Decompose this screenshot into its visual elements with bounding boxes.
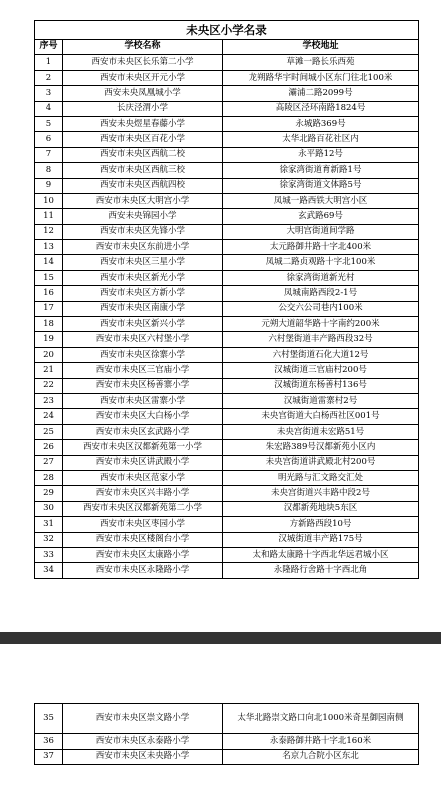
table-row: [35, 547, 419, 562]
school-table: [34, 20, 419, 579]
table-row: [35, 224, 419, 239]
cell-no: 17: [35, 301, 63, 316]
table-row: [35, 470, 419, 485]
table-row: [35, 517, 419, 532]
cell-no: 1: [35, 55, 63, 70]
cell-no: 4: [35, 101, 63, 116]
table-row: [35, 116, 419, 131]
cell-no: 36: [35, 734, 63, 750]
cell-name: 西安市未央区范家小学: [63, 470, 223, 485]
cell-name: 西安市未央区西航三校: [63, 163, 223, 178]
cell-no: 37: [35, 749, 63, 765]
cell-address: 六村堡街道石化大道12号: [223, 347, 419, 362]
table-row: [35, 749, 419, 765]
header-no: 序号: [35, 40, 63, 55]
cell-address: 徐家湾街道育新路1号: [223, 163, 419, 178]
cell-address: 明光路与汇文路交汇处: [223, 470, 419, 485]
table-row: [35, 317, 419, 332]
table-row: [35, 55, 419, 70]
cell-name: 西安市未央区南康小学: [63, 301, 223, 316]
cell-address: 汉城街道丰产路175号: [223, 532, 419, 547]
document-page-2: [0, 644, 441, 807]
cell-name: 西安市未央区讲武殿小学: [63, 455, 223, 470]
cell-name: 西安市未央区汉都新苑第一小学: [63, 440, 223, 455]
cell-address: 徐家湾街道文体路5号: [223, 178, 419, 193]
cell-no: 13: [35, 240, 63, 255]
table-row: [35, 270, 419, 285]
cell-address: 凤城一路西铁大明宫小区: [223, 193, 419, 208]
cell-no: 34: [35, 563, 63, 578]
cell-address: 六村堡街道丰产路西段32号: [223, 332, 419, 347]
cell-name: 西安市未央区三星小学: [63, 255, 223, 270]
table-row: [35, 455, 419, 470]
cell-address: 名京九合院小区东北: [223, 749, 419, 765]
cell-no: 23: [35, 393, 63, 408]
cell-address: 公交六公司巷内100米: [223, 301, 419, 316]
cell-name: 西安市未央区百花小学: [63, 132, 223, 147]
cell-name: 长庆泾渭小学: [63, 101, 223, 116]
cell-name: 西安市未央区大白杨小学: [63, 409, 223, 424]
table-row: [35, 70, 419, 85]
cell-no: 7: [35, 147, 63, 162]
table-row: [35, 301, 419, 316]
cell-no: 10: [35, 193, 63, 208]
cell-address: 玄武路69号: [223, 209, 419, 224]
cell-no: 2: [35, 70, 63, 85]
table-row: [35, 178, 419, 193]
table-row: [35, 286, 419, 301]
cell-name: 西安市未央区楼阁台小学: [63, 532, 223, 547]
cell-name: 西安市未央区六村堡小学: [63, 332, 223, 347]
cell-address: 太和路太康路十字西北华远君城小区: [223, 547, 419, 562]
cell-address: 凤城南路西段2-1号: [223, 286, 419, 301]
cell-address: 未央宫街道兴丰路中段2号: [223, 486, 419, 501]
cell-name: 西安市未央区方新小学: [63, 286, 223, 301]
cell-name: 西安市未央区长乐第二小学: [63, 55, 223, 70]
cell-name: 西安市未央区太康路小学: [63, 547, 223, 562]
cell-address: 大明宫街道间学路: [223, 224, 419, 239]
cell-name: 西安市未央区西航四校: [63, 178, 223, 193]
cell-name: 西安市未央区汉都新苑第二小学: [63, 501, 223, 516]
cell-no: 15: [35, 270, 63, 285]
cell-name: 西安市未央区杨善寨小学: [63, 378, 223, 393]
cell-no: 16: [35, 286, 63, 301]
table-row: [35, 409, 419, 424]
cell-address: 太元路御井路十字北400米: [223, 240, 419, 255]
cell-no: 24: [35, 409, 63, 424]
header-address: 学校地址: [223, 40, 419, 55]
table-row: [35, 132, 419, 147]
table-row: [35, 734, 419, 750]
table-row: [35, 378, 419, 393]
cell-no: 33: [35, 547, 63, 562]
cell-no: 12: [35, 224, 63, 239]
cell-no: 29: [35, 486, 63, 501]
cell-no: 32: [35, 532, 63, 547]
table-row: [35, 147, 419, 162]
cell-address: 方新路西段10号: [223, 517, 419, 532]
cell-name: 西安未央煜星春藤小学: [63, 116, 223, 131]
cell-address: 徐家湾街道新光村: [223, 270, 419, 285]
cell-address: 高陵区泾环南路1824号: [223, 101, 419, 116]
cell-name: 西安市未央区崇文路小学: [63, 704, 223, 734]
cell-address: 未央宫街道大白杨西社区001号: [223, 409, 419, 424]
cell-address: 太华北路崇文路口向北1000米奇星御园南侧: [223, 704, 419, 734]
table-row: [35, 240, 419, 255]
cell-name: 西安市未央区新光小学: [63, 270, 223, 285]
cell-address: 汉城街道东杨善村136号: [223, 378, 419, 393]
table-row: [35, 424, 419, 439]
cell-address: 永隆路行舍路十字西北角: [223, 563, 419, 578]
title-row: [35, 21, 419, 40]
school-table-continued: [34, 703, 419, 765]
table-row: [35, 209, 419, 224]
page-separator: [0, 632, 441, 644]
table-row: [35, 86, 419, 101]
cell-address: 永平路12号: [223, 147, 419, 162]
cell-no: 22: [35, 378, 63, 393]
cell-no: 25: [35, 424, 63, 439]
cell-address: 灞浦二路2099号: [223, 86, 419, 101]
table-row: [35, 347, 419, 362]
cell-name: 西安市未央区兴丰路小学: [63, 486, 223, 501]
table-row: [35, 193, 419, 208]
cell-name: 西安市未央区新兴小学: [63, 317, 223, 332]
table-row: [35, 501, 419, 516]
table-row: [35, 163, 419, 178]
cell-name: 西安市未央区三官庙小学: [63, 363, 223, 378]
cell-address: 未央宫街道讲武殿北村200号: [223, 455, 419, 470]
cell-no: 8: [35, 163, 63, 178]
cell-no: 3: [35, 86, 63, 101]
cell-no: 11: [35, 209, 63, 224]
cell-address: 永城路369号: [223, 116, 419, 131]
cell-name: 西安市未央区西航二校: [63, 147, 223, 162]
table-row: [35, 101, 419, 116]
cell-no: 19: [35, 332, 63, 347]
table-row: [35, 393, 419, 408]
cell-address: 未央宫街道未宏路51号: [223, 424, 419, 439]
cell-address: 元朔大道韶华路十字南约200米: [223, 317, 419, 332]
table-title: 未央区小学名录: [35, 21, 419, 40]
cell-name: 西安市未央区永隆路小学: [63, 563, 223, 578]
table-row: [35, 532, 419, 547]
cell-name: 西安市未央区未央路小学: [63, 749, 223, 765]
cell-address: 朱宏路389号汉都新苑小区内: [223, 440, 419, 455]
cell-name: 西安市未央区先锋小学: [63, 224, 223, 239]
table-row: [35, 563, 419, 578]
cell-name: 西安未央锦园小学: [63, 209, 223, 224]
cell-no: 9: [35, 178, 63, 193]
cell-name: 西安市未央区雷寨小学: [63, 393, 223, 408]
cell-name: 西安市未央区永泰路小学: [63, 734, 223, 750]
cell-name: 西安市未央区枣园小学: [63, 517, 223, 532]
cell-address: 汉城街道雷寨村2号: [223, 393, 419, 408]
header-row: [35, 40, 419, 55]
cell-no: 14: [35, 255, 63, 270]
cell-address: 汉都新苑地块5东区: [223, 501, 419, 516]
table-row: [35, 704, 419, 734]
cell-address: 太华北路百花社区内: [223, 132, 419, 147]
cell-name: 西安市未央区徐寨小学: [63, 347, 223, 362]
table-row: [35, 255, 419, 270]
table-row: [35, 440, 419, 455]
cell-name: 西安市未央区东前进小学: [63, 240, 223, 255]
cell-name: 西安市未央区玄武路小学: [63, 424, 223, 439]
cell-name: 西安市未央区开元小学: [63, 70, 223, 85]
cell-no: 18: [35, 317, 63, 332]
cell-address: 永泰路御井路十字北160米: [223, 734, 419, 750]
cell-no: 31: [35, 517, 63, 532]
cell-no: 35: [35, 704, 63, 734]
cell-address: 龙朔路华宇时间城小区东门往北100米: [223, 70, 419, 85]
cell-no: 30: [35, 501, 63, 516]
cell-address: 草滩一路长乐西苑: [223, 55, 419, 70]
cell-no: 28: [35, 470, 63, 485]
cell-no: 6: [35, 132, 63, 147]
table-row: [35, 486, 419, 501]
cell-no: 26: [35, 440, 63, 455]
table-row: [35, 332, 419, 347]
table-row: [35, 363, 419, 378]
header-name: 学校名称: [63, 40, 223, 55]
cell-no: 27: [35, 455, 63, 470]
cell-no: 5: [35, 116, 63, 131]
cell-address: 汉城街道三官庙村200号: [223, 363, 419, 378]
cell-name: 西安市未央区大明宫小学: [63, 193, 223, 208]
cell-no: 21: [35, 363, 63, 378]
cell-address: 凤城二路贞观路十字北100米: [223, 255, 419, 270]
cell-no: 20: [35, 347, 63, 362]
cell-name: 西安未央凤凰城小学: [63, 86, 223, 101]
